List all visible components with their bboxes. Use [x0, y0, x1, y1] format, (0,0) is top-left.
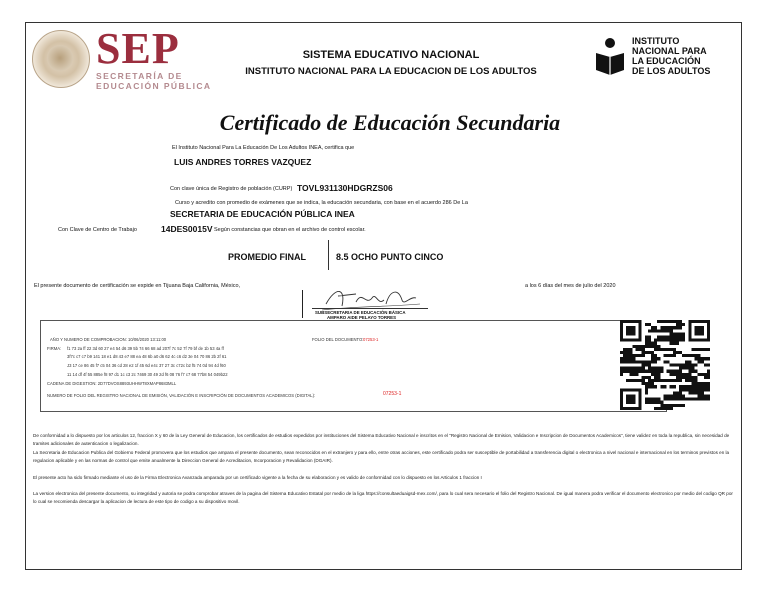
inea-line: NACIONAL PARA: [632, 46, 707, 56]
legal-paragraph-1: De conformidad a lo dispuesto por los articulos 12, fraccion X y 60 de la Ley General de Educacion, los certificados de estudios expedidos por instituciones del Sistema Educativo Nacional e inscritos en el "Registro Nacional de Emision, Validacion e Inscripcion de Documentos Academicos", tiene validez en toda la republica, sin necesidad de tramites adicionales de autenticacion o legalizacion.: [33, 433, 730, 447]
header-line1: SISTEMA EDUCATIVO NACIONAL: [302, 49, 480, 61]
registry-label: NUMERO DE FOLIO DEL REGISTRO NACIONAL DE EMISIÓN, VALIDACIÓN E INSCRIPCIÓN DE DOCUMENTOS ACADEMICOS (DIGITAL):: [47, 393, 316, 398]
mexico-seal-icon: [32, 30, 90, 88]
digest-label: CADENA DE DIGESTION: 2D77DVOS8893UHHWT8XMAP8683MLL: [47, 381, 177, 386]
marker-line: [328, 240, 329, 270]
inea-line: DE LOS ADULTOS: [632, 66, 711, 76]
header-line2: INSTITUTO NACIONAL PARA LA EDUCACION DE LOS ADULTOS: [245, 66, 537, 77]
firma-line: f1 73 2a ff 22 3d 60 27 e4 54 d6 39 5b 74 66 68 ad 207f 7c 52 7f 79 bf de 1b 53 4a ff: [67, 346, 224, 351]
center-suffix: Según constancias que obran en el archivo de control escolar.: [214, 227, 366, 233]
folio-value: 07253-1: [363, 337, 379, 342]
curp-value: TOVL931130HDGRZS06: [297, 183, 393, 193]
center-label: Con Clave de Centro de Trabajo: [58, 227, 137, 233]
signature-name: AMPARO AIDE PELAYO TORRES: [327, 315, 397, 320]
qr-code[interactable]: [620, 320, 710, 410]
course-text: Curso y acredito con promedio de exámenes que se indica, la educación secundaria, con base en el acuerdo 286 De La: [175, 200, 468, 206]
student-name: LUIS ANDRES TORRES VAZQUEZ: [174, 157, 312, 167]
intro-text: El Instituto Nacional Para La Educación De Los Adultos INEA, certifica que: [172, 145, 355, 151]
average-value: 8.5 OCHO PUNTO CINCO: [336, 252, 444, 262]
authority-name: SECRETARIA DE EDUCACIÓN PÚBLICA INEA: [170, 209, 355, 219]
firma-line: 11 14 df 4f 55 885e f8 97 d1 1c c3 2c 7469 30 49 2d f6 08 76 f7 c7 68 77b8 54 049b22: [67, 372, 228, 377]
inea-reader-icon: [593, 37, 627, 77]
sep-subtitle-line1: SECRETARÍA DE: [96, 71, 183, 81]
sep-logo: SEP: [96, 24, 180, 73]
firma-line: J3 17 ce 86 45 f7 c5 04 36 cd 28 e2 1f 45 6d e4c 37 27 3c c72c b2 f5 74 0d 94 4d f60: [67, 363, 226, 368]
verification-year: AÑO Y NUMERO DE COMPROBACION: 10/06/2020 13:11:00: [50, 337, 167, 342]
average-label: PROMEDIO FINAL: [228, 252, 306, 262]
issued-date: a los 6 días del mes de julio del 2020: [525, 283, 616, 289]
legal-paragraph-4: La version electronica del presente documento, su integridad y autoria se podra comprobar atraves de la pagina del Sistema Educativo Estatal por medio de la liga https://consultaeduaigsd-mex.com/, para lo cual sera necesario el folio del Registro Nacional. De igual manera podra verificar el documento electronico por medio del codigo QR por lo cual se recomienda descargar la aplicacion de lectura de este tipo de codigo a su dispositivo movil.: [33, 491, 733, 505]
inea-line: INSTITUTO: [632, 36, 680, 46]
signature-role: SUBSECRETARIA DE EDUCACIÓN BÁSICA: [315, 310, 406, 315]
inea-logo-text: [632, 36, 722, 76]
center-code: 14DES0015V: [161, 224, 213, 234]
inea-line: LA EDUCACIÓN: [632, 56, 701, 66]
firma-label: FIRMA:: [47, 346, 62, 351]
marker-line-2: [302, 290, 303, 318]
sep-subtitle-line2: EDUCACIÓN PÚBLICA: [96, 81, 212, 91]
legal-paragraph-2: La Secretaria de Educacion Publica del Gobierno Federal promovera que los estudios que ampara el presente documento, sean reconocidos en el extranjero y para ello, entre otras acciones, este certificado podra ser susceptible de portabilidad a transferencia digital o electronica a nivel nacional e internacional en los terminos previstos en la regulacion aplicable y en las normas de control que emite anualmente la Direccion General de Acreditacion, Incorporacion y Revalidacion (DGAIR).: [33, 450, 730, 464]
legal-paragraph-3: El presente acto ha sido firmado mediante el uso de la Firma Electronica Avanzada amparada por un certificado vigente a la fecha de su elaboracion y es valido de conformidad con lo dispuesto en los Articulos 1 fraccion I: [33, 475, 482, 480]
sep-subtitle: [96, 71, 211, 91]
firma-line: 3f7c c7 c7 b9 141 18 e1 d8 43 e7 88 ea 48 6b a0 d6 62 4c c6 d2 3e 04 70 86 2b 2f 61: [67, 354, 227, 359]
curp-label: Con clave única de Registro de población (CURP): [170, 186, 293, 192]
registry-value: 07253-1: [383, 391, 402, 397]
certificate-title: Certificado de Educación Secundaria: [219, 110, 561, 135]
signature-line: [312, 308, 428, 309]
issued-place: El presente documento de certificación se expide en Tijuana Baja California, México,: [34, 283, 241, 289]
folio-label: FOLIO DEL DOCUMENTO:: [312, 337, 364, 342]
